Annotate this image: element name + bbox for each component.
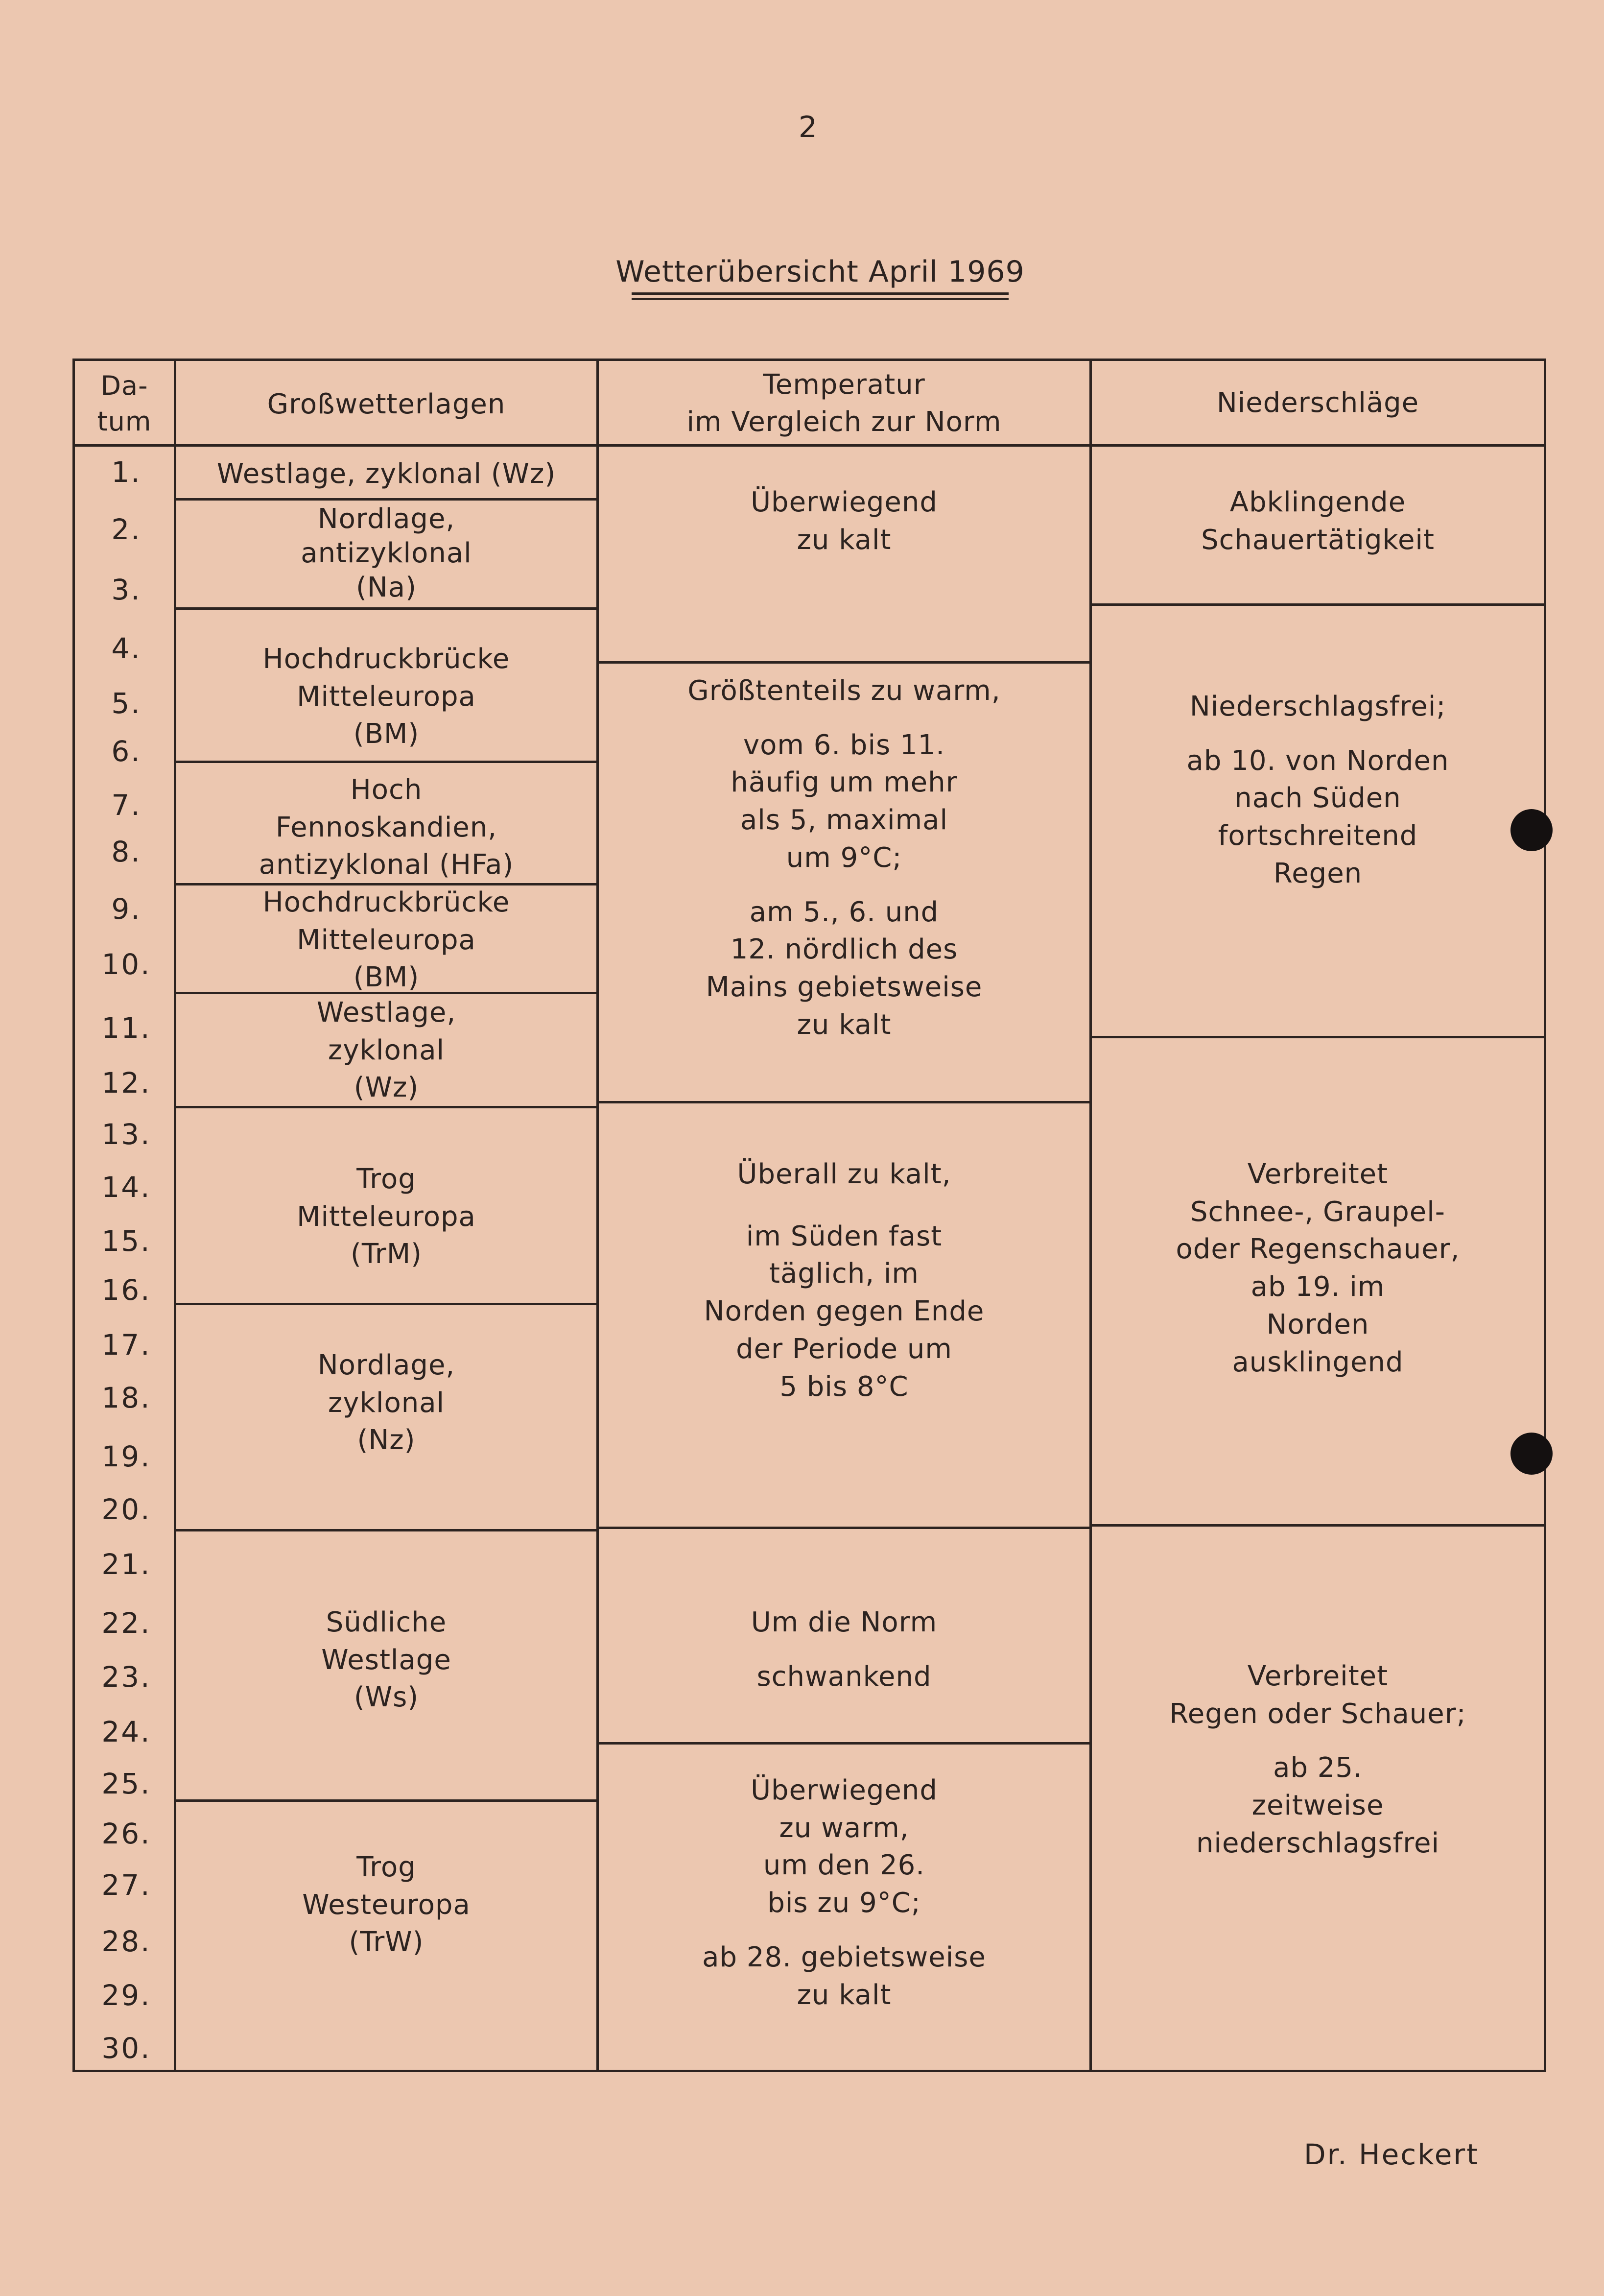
niederschlag-cell bbox=[1092, 1658, 1544, 1863]
table-border-top bbox=[72, 359, 1546, 361]
niederschlag-line: Regen bbox=[1273, 857, 1363, 889]
niederschlag-line: zeitweise bbox=[1251, 1790, 1384, 1822]
day-number: 11. bbox=[101, 1011, 151, 1045]
punch-hole bbox=[1510, 809, 1553, 851]
gwl-line: Fennoskandien, bbox=[275, 811, 497, 843]
separator-temperatur bbox=[596, 1742, 1092, 1745]
niederschlag-cell bbox=[1092, 1156, 1544, 1381]
header-datum-line: Da- bbox=[100, 370, 148, 401]
temperatur-cell bbox=[599, 484, 1089, 559]
niederschlag-line: ab 25. bbox=[1273, 1752, 1363, 1784]
paragraph-gap bbox=[599, 877, 1089, 894]
niederschlag-line: Abklingende bbox=[1229, 486, 1406, 518]
temperatur-line: vom 6. bis 11. bbox=[743, 729, 945, 761]
table-border-right bbox=[1544, 359, 1546, 2072]
temperatur-line: 5 bis 8°C bbox=[779, 1370, 909, 1403]
table-border-bottom bbox=[72, 2070, 1546, 2072]
gwl-cell bbox=[176, 502, 596, 605]
day-number: 27. bbox=[101, 1868, 151, 1902]
gwl-line: Südliche bbox=[326, 1606, 447, 1638]
gwl-line: (Nz) bbox=[357, 1424, 416, 1457]
day-number: 24. bbox=[101, 1715, 151, 1748]
paragraph-gap bbox=[599, 710, 1089, 727]
temperatur-line: zu kalt bbox=[797, 1979, 892, 2011]
day-number: 19. bbox=[101, 1440, 151, 1473]
gwl-cell bbox=[176, 1849, 596, 1961]
temperatur-line: Um die Norm bbox=[751, 1606, 938, 1638]
niederschlag-line: Schnee-, Graupel- bbox=[1190, 1196, 1446, 1228]
day-number: 2. bbox=[111, 513, 142, 546]
day-number: 1. bbox=[111, 455, 142, 489]
gwl-line: Mitteleuropa bbox=[297, 924, 476, 956]
paragraph-gap bbox=[599, 1922, 1089, 1939]
temperatur-line: bis zu 9°C; bbox=[767, 1887, 921, 1919]
separator-temperatur bbox=[596, 1101, 1092, 1103]
temperatur-cell bbox=[599, 1772, 1089, 2014]
header-temperatur-line: im Vergleich zur Norm bbox=[686, 406, 1002, 438]
gwl-line: (TrW) bbox=[349, 1926, 424, 1959]
niederschlag-line: nach Süden bbox=[1234, 782, 1401, 814]
gwl-cell bbox=[176, 771, 596, 884]
temperatur-line: um den 26. bbox=[763, 1849, 925, 1882]
gwl-cell bbox=[176, 641, 596, 753]
gwl-line: (BM) bbox=[353, 718, 420, 750]
paragraph-gap bbox=[599, 1642, 1089, 1658]
temperatur-line: im Süden fast bbox=[746, 1220, 943, 1252]
temperatur-line: 12. nördlich des bbox=[730, 933, 958, 966]
header-grosswetterlagen: Großwetterlagen bbox=[267, 388, 506, 420]
temperatur-line: Größtenteils zu warm, bbox=[687, 675, 1001, 707]
separator-gwl bbox=[174, 1799, 599, 1802]
gwl-cell bbox=[176, 1604, 596, 1717]
niederschlag-line: Schauertätigkeit bbox=[1201, 524, 1435, 556]
header-temperatur bbox=[599, 366, 1089, 440]
temperatur-line: der Periode um bbox=[736, 1333, 952, 1365]
temperatur-cell bbox=[599, 1604, 1089, 1696]
gwl-line: Westlage, zyklonal (Wz) bbox=[216, 458, 556, 490]
separator-gwl bbox=[174, 607, 599, 610]
temperatur-line: als 5, maximal bbox=[740, 804, 948, 837]
gwl-cell bbox=[176, 994, 596, 1107]
header-datum bbox=[75, 368, 174, 440]
gwl-line: Hoch bbox=[350, 774, 423, 806]
header-niederschlaege: Niederschläge bbox=[1216, 387, 1419, 419]
gwl-cell bbox=[176, 1161, 596, 1273]
title-text: Wetterübersicht April 1969 bbox=[615, 255, 1025, 289]
niederschlag-line: Norden bbox=[1266, 1308, 1369, 1340]
separator-temperatur bbox=[596, 1527, 1092, 1529]
day-number: 9. bbox=[111, 892, 142, 926]
day-number: 20. bbox=[101, 1493, 151, 1526]
day-number: 3. bbox=[111, 573, 142, 606]
day-number: 4. bbox=[111, 632, 142, 665]
gwl-line: (Ws) bbox=[354, 1681, 419, 1714]
gwl-line: Trog bbox=[356, 1851, 416, 1883]
gwl-line: antizyklonal bbox=[301, 537, 472, 569]
temperatur-line: um 9°C; bbox=[786, 841, 902, 874]
separator-gwl bbox=[174, 761, 599, 763]
gwl-cell bbox=[176, 455, 596, 493]
niederschlag-line: Verbreitet bbox=[1247, 1158, 1389, 1190]
day-number: 5. bbox=[111, 687, 142, 720]
temperatur-line: Norden gegen Ende bbox=[704, 1295, 985, 1328]
niederschlag-line: ab 10. von Norden bbox=[1186, 744, 1449, 777]
temperatur-line: Überall zu kalt, bbox=[737, 1158, 951, 1190]
temperatur-line: Mains gebietsweise bbox=[706, 971, 983, 1004]
day-number: 6. bbox=[111, 735, 142, 768]
separator-gwl bbox=[174, 498, 599, 501]
separator-gwl bbox=[174, 1303, 599, 1305]
gwl-line: Hochdruckbrücke bbox=[262, 886, 510, 918]
day-number: 26. bbox=[101, 1817, 151, 1850]
temperatur-line: zu warm, bbox=[779, 1812, 909, 1844]
paragraph-gap bbox=[599, 1194, 1089, 1218]
gwl-line: (Wz) bbox=[354, 1072, 419, 1104]
paragraph-gap bbox=[1092, 1733, 1544, 1749]
temperatur-line: am 5., 6. und bbox=[749, 896, 939, 928]
gwl-line: (TrM) bbox=[350, 1238, 422, 1270]
temperatur-line: schwankend bbox=[756, 1660, 932, 1693]
header-temperatur-line: Temperatur bbox=[763, 369, 925, 401]
document-title bbox=[612, 255, 1028, 289]
header-datum-line: tum bbox=[97, 406, 152, 437]
niederschlag-line: Verbreitet bbox=[1247, 1660, 1389, 1692]
day-number: 13. bbox=[101, 1118, 151, 1151]
gwl-line: Westlage bbox=[321, 1644, 451, 1676]
gwl-line: Mitteleuropa bbox=[297, 680, 476, 713]
separator-niederschlaege bbox=[1089, 603, 1546, 606]
day-number: 17. bbox=[101, 1328, 151, 1362]
temperatur-line: täglich, im bbox=[769, 1258, 919, 1290]
gwl-line: Westlage, bbox=[316, 997, 456, 1028]
day-number: 29. bbox=[101, 1979, 151, 2012]
niederschlag-line: Regen oder Schauer; bbox=[1169, 1698, 1466, 1730]
day-number: 22. bbox=[101, 1606, 151, 1640]
temperatur-line: zu kalt bbox=[797, 1008, 892, 1041]
gwl-line: Westeuropa bbox=[302, 1889, 471, 1921]
day-number: 28. bbox=[101, 1925, 151, 1958]
signature: Dr. Heckert bbox=[1303, 2138, 1479, 2171]
day-number: 21. bbox=[101, 1548, 151, 1581]
gwl-line: Nordlage, bbox=[317, 1349, 455, 1381]
paragraph-gap bbox=[1092, 726, 1544, 742]
gwl-cell bbox=[176, 1347, 596, 1459]
gwl-line: zyklonal bbox=[328, 1034, 445, 1066]
niederschlag-line: ab 19. im bbox=[1250, 1271, 1385, 1303]
day-number: 18. bbox=[101, 1381, 151, 1414]
temperatur-line: Überwiegend bbox=[751, 486, 938, 518]
day-number: 25. bbox=[101, 1767, 151, 1800]
temperatur-cell bbox=[599, 672, 1089, 1044]
temperatur-line: Überwiegend bbox=[751, 1774, 938, 1806]
gwl-line: (Na) bbox=[356, 572, 417, 603]
gwl-line: Nordlage, bbox=[317, 503, 455, 535]
niederschlag-cell bbox=[1092, 484, 1544, 559]
separator-gwl bbox=[174, 1529, 599, 1531]
niederschlag-line: fortschreitend bbox=[1218, 820, 1418, 852]
day-number: 15. bbox=[101, 1224, 151, 1258]
temperatur-line: zu kalt bbox=[797, 524, 892, 556]
day-number: 30. bbox=[101, 2032, 151, 2065]
separator-niederschlaege bbox=[1089, 1036, 1546, 1038]
punch-hole bbox=[1510, 1433, 1553, 1475]
gwl-line: Mitteleuropa bbox=[297, 1200, 476, 1233]
temperatur-line: ab 28. gebietsweise bbox=[702, 1941, 986, 1973]
temperatur-line: häufig um mehr bbox=[731, 766, 958, 799]
title-underline bbox=[632, 292, 1009, 295]
day-number: 23. bbox=[101, 1660, 151, 1694]
niederschlag-line: Niederschlagsfrei; bbox=[1189, 691, 1446, 722]
gwl-cell bbox=[176, 884, 596, 997]
gwl-line: zyklonal bbox=[328, 1387, 445, 1419]
gwl-line: antizyklonal (HFa) bbox=[259, 849, 514, 881]
separator-temperatur bbox=[596, 661, 1092, 664]
page-number: 2 bbox=[798, 110, 818, 144]
temperatur-cell bbox=[599, 1156, 1089, 1406]
table-border-left bbox=[72, 359, 75, 2072]
gwl-line: Hochdruckbrücke bbox=[262, 643, 510, 675]
gwl-line: Trog bbox=[356, 1163, 416, 1195]
header-separator bbox=[72, 444, 1546, 447]
niederschlag-line: niederschlagsfrei bbox=[1196, 1827, 1440, 1859]
niederschlag-cell bbox=[1092, 688, 1544, 893]
day-number: 16. bbox=[101, 1273, 151, 1307]
day-number: 10. bbox=[101, 948, 151, 981]
gwl-line: (BM) bbox=[353, 961, 420, 994]
niederschlag-line: oder Regenschauer, bbox=[1176, 1233, 1460, 1266]
separator-niederschlaege bbox=[1089, 1524, 1546, 1527]
title-double-underline bbox=[632, 298, 1009, 300]
niederschlag-line: ausklingend bbox=[1232, 1346, 1404, 1378]
day-number: 7. bbox=[111, 789, 142, 822]
day-number: 14. bbox=[101, 1171, 151, 1204]
day-number: 8. bbox=[111, 835, 142, 868]
day-number: 12. bbox=[101, 1066, 151, 1100]
